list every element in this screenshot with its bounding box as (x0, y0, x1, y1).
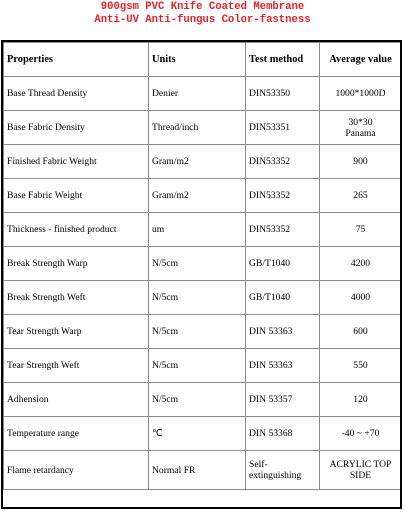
cell-test-method: GB/T1040 (246, 281, 320, 315)
cell-average-value: 120 (320, 383, 402, 417)
cell-unit: ℃ (149, 417, 246, 451)
table-row (4, 77, 402, 111)
table-row (4, 179, 402, 213)
table-row (4, 349, 402, 383)
cell-unit: N/5cm (149, 247, 246, 281)
cell-average-value: 900 (320, 145, 402, 179)
table-header-row (4, 43, 402, 77)
cell-unit: Normal FR (149, 451, 246, 490)
cell-average-value: 4000 (320, 281, 402, 315)
cell-property: Thickness - finished product (4, 213, 149, 247)
cell-average-value: 1000*1000D (320, 77, 402, 111)
cell-average-value: 75 (320, 213, 402, 247)
cell-unit: um (149, 213, 246, 247)
cell-average-value: 265 (320, 179, 402, 213)
cell-unit: Gram/m2 (149, 145, 246, 179)
cell-average-value: ACRYLIC TOP SIDE (320, 451, 402, 490)
cell-test-method: DIN53351 (246, 111, 320, 145)
cell-test-method: DIN 53363 (246, 349, 320, 383)
title-line-1: 900gsm PVC Knife Coated Membrane (100, 1, 305, 13)
cell-unit: N/5cm (149, 383, 246, 417)
cell-property: Adhension (4, 383, 149, 417)
cell-test-method: DIN53352 (246, 179, 320, 213)
cell-property: Base Fabric Weight (4, 179, 149, 213)
cell-test-method: DIN 53357 (246, 383, 320, 417)
header-properties: Properties (4, 43, 149, 77)
cell-unit: Denier (149, 77, 246, 111)
cell-average-value: 30*30 Panama (320, 111, 402, 145)
cell-property: Flame retardancy (4, 451, 149, 490)
table-row (4, 383, 402, 417)
cell-property: Tear Strength Warp (4, 315, 149, 349)
table-row (4, 247, 402, 281)
cell-average-value: 550 (320, 349, 402, 383)
cell-property: Base Fabric Density (4, 111, 149, 145)
header-average-value: Average value (320, 43, 402, 77)
table-row (4, 417, 402, 451)
cell-unit: N/5cm (149, 281, 246, 315)
cell-property: Break Strength Warp (4, 247, 149, 281)
header-test-method: Test method (246, 43, 320, 77)
table-row (4, 213, 402, 247)
cell-test-method: Self- extinguishing (246, 451, 320, 490)
spec-table (3, 42, 402, 490)
cell-test-method: DIN53350 (246, 77, 320, 111)
cell-average-value: 600 (320, 315, 402, 349)
cell-property: Finished Fabric Weight (4, 145, 149, 179)
cell-test-method: DIN53352 (246, 145, 320, 179)
cell-test-method: DIN 53368 (246, 417, 320, 451)
cell-test-method: GB/T1040 (246, 247, 320, 281)
cell-unit: N/5cm (149, 349, 246, 383)
table-row (4, 145, 402, 179)
table-row (4, 111, 402, 145)
header-units: Units (149, 43, 246, 77)
cell-average-value: -40 ~ +70 (320, 417, 402, 451)
cell-test-method: DIN53352 (246, 213, 320, 247)
cell-unit: N/5cm (149, 315, 246, 349)
table-row (4, 451, 402, 490)
cell-property: Break Strength Weft (4, 281, 149, 315)
cell-property: Tear Strength Weft (4, 349, 149, 383)
cell-average-value: 4200 (320, 247, 402, 281)
cell-property: Temperature range (4, 417, 149, 451)
cell-test-method: DIN 53363 (246, 315, 320, 349)
title-line-2: Anti-UV Anti-fungus Color-fastness (94, 14, 311, 26)
table-row (4, 315, 402, 349)
table-row (4, 281, 402, 315)
cell-property: Base Thread Density (4, 77, 149, 111)
cell-unit: Thread/inch (149, 111, 246, 145)
cell-unit: Gram/m2 (149, 179, 246, 213)
